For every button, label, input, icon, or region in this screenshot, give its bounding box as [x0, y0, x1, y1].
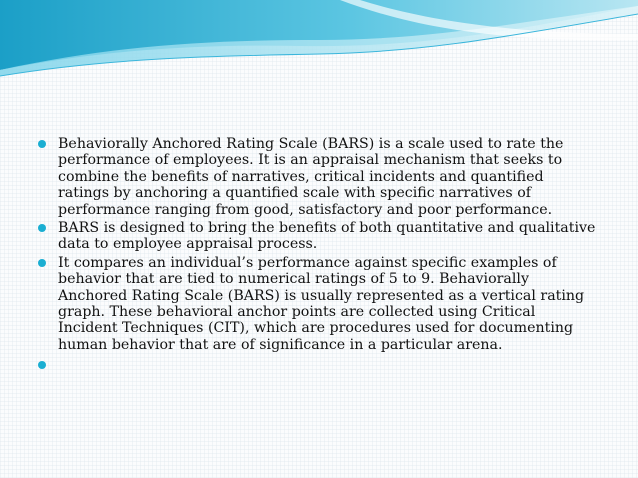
bullet-icon: [38, 140, 46, 148]
header-swoosh-decoration: [0, 0, 638, 80]
bullet-item: [38, 255, 598, 353]
bullet-text: It compares an individual’s performance against specific examples of behavior that are tied to numerical ratings of 5 to 9. Behaviorally Anchored Rating Scale (BARS) is usually represented as a vertical rating graph. These behavioral anchor points are collected using Critical Incident Techniques (CIT), which are procedures used for documenting human behavior that are of significance in a particular arena.: [58, 254, 585, 353]
bullet-icon: [38, 361, 46, 369]
bullet-item-empty: [38, 357, 598, 373]
bullet-item: [38, 220, 598, 253]
bullet-list: [38, 136, 598, 373]
slide-content: [38, 136, 598, 375]
bullet-text: BARS is designed to bring the benefits of both quantitative and qualitative data to employee appraisal process.: [58, 220, 596, 253]
bullet-icon: [38, 224, 46, 232]
bullet-text: Behaviorally Anchored Rating Scale (BARS) is a scale used to rate the performance of employees. It is an appraisal mechanism that seeks to combine the benefits of narratives, critical incidents and quantified ratings by anchoring a quantified scale with specific narratives of performance ranging from good, satisfactory and poor performance.: [58, 136, 564, 218]
bullet-icon: [38, 259, 46, 267]
bullet-item: [38, 136, 598, 218]
